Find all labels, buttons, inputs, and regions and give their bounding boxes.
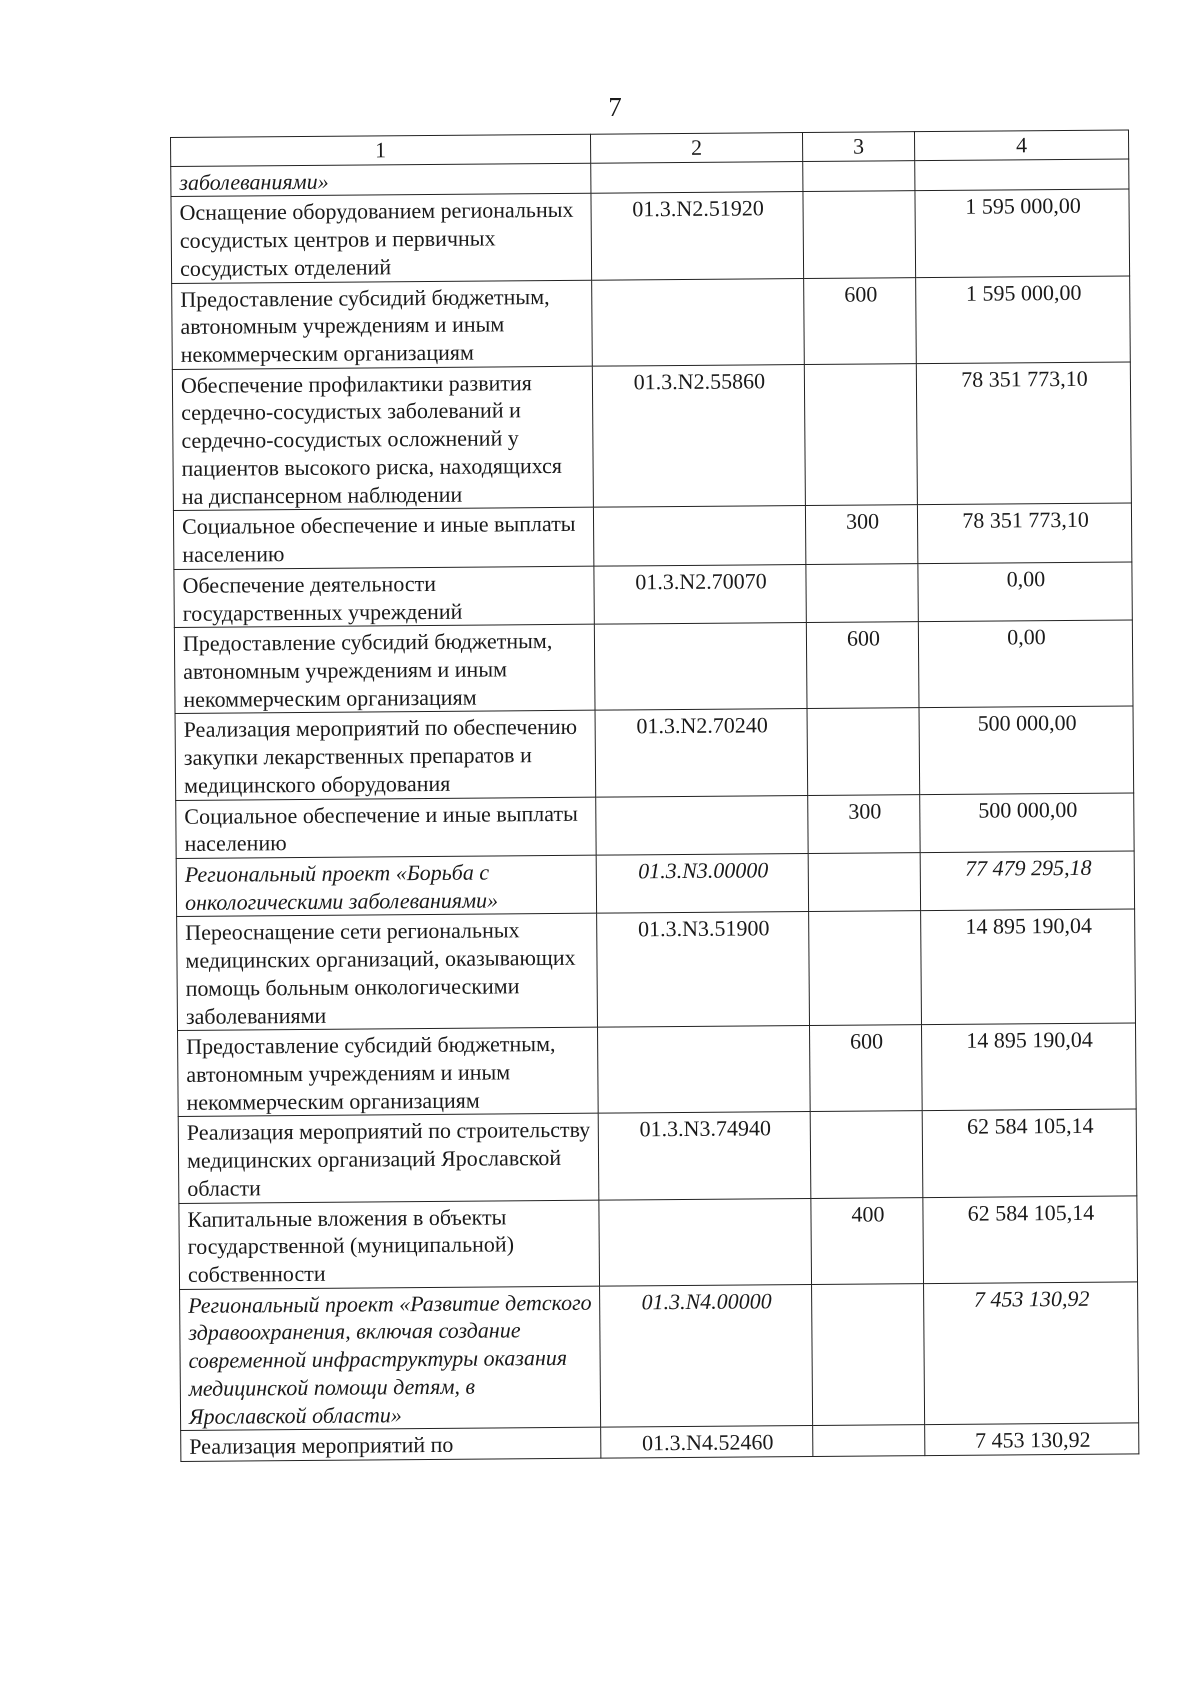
row-name-cell: Реализация мероприятий по обеспечению закупки лекарственных препаратов и медицинского оборудования	[175, 711, 596, 800]
row-name-cell: Реализация мероприятий по	[181, 1428, 601, 1462]
row-amount-cell: 7 453 130,92	[925, 1423, 1139, 1455]
row-code-cell: 01.3.N3.51900	[597, 912, 810, 1028]
row-expense-type-cell	[813, 1425, 925, 1457]
row-name-cell: заболеваниями»	[171, 163, 591, 197]
row-code-cell	[599, 1198, 812, 1286]
column-header-2: 2	[590, 133, 802, 163]
row-code-cell	[593, 506, 805, 566]
table-row	[173, 503, 1131, 569]
column-header-3: 3	[802, 132, 914, 162]
table-row	[176, 851, 1134, 917]
row-name-cell: Предоставление субсидий бюджетным, автономным учреждениям и иным некоммерческим организациям	[178, 1027, 599, 1116]
row-expense-type-cell	[807, 708, 920, 795]
row-amount-cell: 500 000,00	[920, 792, 1134, 852]
row-name-cell: Переоснащение сети региональных медицинских организаций, оказывающих помощь больным онкологическими заболеваниями	[177, 914, 598, 1031]
row-name-cell: Социальное обеспечение и иные выплаты населению	[176, 797, 596, 859]
row-expense-type-cell	[803, 160, 915, 192]
row-expense-type-cell: 300	[808, 794, 920, 853]
column-header-4: 4	[914, 130, 1128, 160]
row-amount-cell: 7 453 130,92	[924, 1282, 1139, 1425]
row-code-cell: 01.3.N4.00000	[600, 1284, 813, 1427]
row-amount-cell: 0,00	[918, 620, 1133, 708]
row-amount-cell: 14 895 190,04	[921, 909, 1136, 1025]
row-name-cell: Капитальные вложения в объекты государственной (муниципальной) собственности	[179, 1200, 600, 1289]
row-code-cell	[598, 1026, 811, 1114]
table-row	[172, 362, 1131, 511]
table-row	[177, 909, 1136, 1030]
row-expense-type-cell: 600	[806, 622, 919, 709]
column-header-1: 1	[171, 134, 591, 166]
row-amount-cell: 77 479 295,18	[920, 851, 1134, 911]
row-amount-cell: 62 584 105,14	[923, 1196, 1138, 1284]
row-amount-cell	[915, 159, 1129, 191]
row-code-cell: 01.3.N2.70070	[594, 564, 806, 624]
row-name-cell: Региональный проект «Борьба с онкологическими заболеваниями»	[176, 855, 596, 917]
row-amount-cell: 1 595 000,00	[915, 189, 1130, 277]
row-amount-cell: 78 351 773,10	[916, 362, 1131, 505]
row-code-cell	[592, 278, 805, 366]
row-code-cell: 01.3.N4.52460	[601, 1426, 813, 1458]
table-row	[178, 1109, 1137, 1203]
row-code-cell: 01.3.N2.70240	[595, 709, 808, 797]
table-row	[172, 276, 1131, 370]
row-name-cell: Социальное обеспечение и иные выплаты населению	[173, 508, 593, 570]
row-name-cell: Предоставление субсидий бюджетным, автономным учреждениям и иным некоммерческим организациям	[172, 280, 593, 369]
row-name-cell: Предоставление субсидий бюджетным, автономным учреждениям и иным некоммерческим организациям	[174, 624, 595, 713]
row-amount-cell: 0,00	[918, 562, 1132, 622]
row-name-cell: Обеспечение деятельности государственных учреждений	[174, 566, 594, 628]
budget-table	[170, 129, 1139, 1462]
table-row	[178, 1023, 1137, 1117]
row-amount-cell: 500 000,00	[919, 706, 1134, 794]
row-expense-type-cell	[812, 1283, 925, 1425]
row-expense-type-cell	[803, 191, 916, 278]
table-row	[176, 792, 1134, 858]
row-expense-type-cell	[808, 853, 920, 912]
table-row	[174, 620, 1133, 714]
row-amount-cell: 1 595 000,00	[916, 276, 1131, 364]
row-code-cell: 01.3.N3.00000	[596, 853, 808, 913]
row-expense-type-cell	[810, 1111, 923, 1198]
row-expense-type-cell	[809, 911, 922, 1026]
table-row	[174, 562, 1132, 628]
row-name-cell: Реализация мероприятий по строительству медицинских организаций Ярославской области	[178, 1114, 599, 1203]
row-expense-type-cell: 600	[810, 1025, 923, 1112]
page-number: 7	[608, 92, 622, 122]
row-code-cell: 01.3.N3.74940	[598, 1112, 811, 1200]
row-code-cell	[594, 623, 807, 711]
row-expense-type-cell	[806, 563, 918, 622]
row-name-cell: Оснащение оборудованием региональных сосудистых центров и первичных сосудистых отделений	[171, 194, 592, 283]
table-row	[179, 1196, 1138, 1290]
row-expense-type-cell: 400	[811, 1197, 924, 1284]
row-code-cell	[596, 795, 808, 855]
table-row	[175, 706, 1134, 800]
row-name-cell: Региональный проект «Развитие детского здравоохранения, включая создание современной инфраструктуры оказания медицинской помощи детям, в Ярославской области»	[180, 1286, 601, 1431]
row-name-cell: Обеспечение профилактики развития сердечно-сосудистых заболеваний и сердечно-сосудистых осложнений у пациентов высокого риска, находящихся на диспансерном наблюдении	[172, 366, 593, 511]
row-expense-type-cell: 300	[805, 505, 917, 564]
row-code-cell	[591, 161, 803, 193]
row-amount-cell: 78 351 773,10	[917, 503, 1131, 563]
row-expense-type-cell: 600	[804, 277, 917, 364]
row-expense-type-cell	[804, 363, 917, 505]
table-row	[180, 1282, 1139, 1431]
row-code-cell: 01.3.N2.55860	[592, 364, 805, 507]
row-amount-cell: 14 895 190,04	[921, 1023, 1136, 1111]
row-amount-cell: 62 584 105,14	[922, 1109, 1137, 1197]
table-row	[171, 189, 1130, 283]
row-code-cell: 01.3.N2.51920	[591, 192, 804, 280]
